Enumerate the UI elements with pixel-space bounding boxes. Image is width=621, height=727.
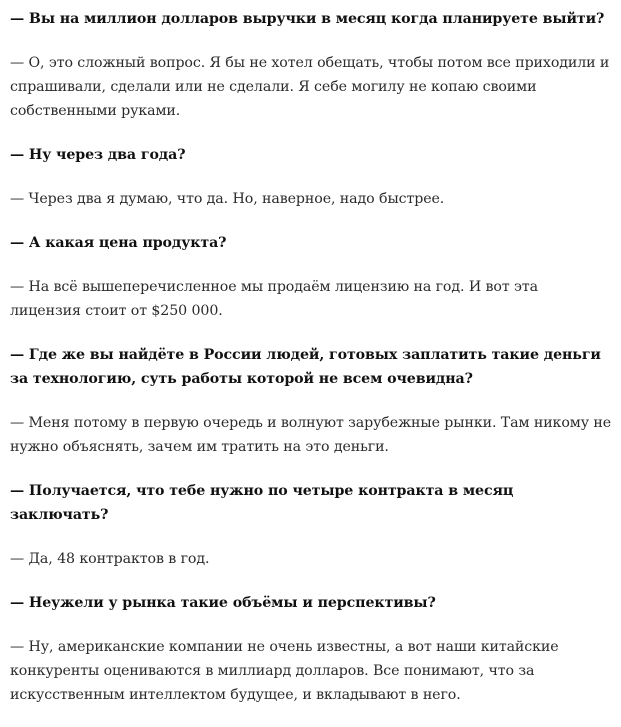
interview-answer: — На всё вышеперечисленное мы продаём лицензию на год. И вот эта лицензия стоит от $250 000. — [10, 279, 538, 319]
interview-answer: — Через два я думаю, что да. Но, наверное, надо быстрее. — [10, 191, 445, 207]
interview-answer: — Меня потому в первую очередь и волнуют зарубежные рынки. Там никому не нужно объяснять, зачем им тратить на это деньги. — [10, 415, 612, 455]
interview-answer: — О, это сложный вопрос. Я бы не хотел обещать, чтобы потом все приходили и спрашивали, сделали или не сделали. Я себе могилу не копаю своими собственными руками. — [10, 55, 610, 119]
interview-question: — Где же вы найдёте в России людей, готовых заплатить такие деньги за технологию, суть работы которой не всем очевидна? — [10, 347, 601, 387]
interview-answer: — Ну, американские компании не очень известны, а вот наши китайские конкуренты оцениваются в миллиард долларов. Все понимают, что за искусственным интеллектом будущее, и вкладывают в него. — [10, 639, 559, 703]
interview-question: — Неужели у рынка такие объёмы и перспективы? — [10, 595, 436, 611]
interview-answer: — Да, 48 контрактов в год. — [10, 551, 210, 567]
interview-question: — Ну через два года? — [10, 147, 186, 163]
interview-question: — А какая цена продукта? — [10, 235, 227, 251]
interview-question: — Получается, что тебе нужно по четыре контракта в месяц заключать? — [10, 483, 514, 523]
interview-article — [10, 7, 613, 727]
interview-question: — Вы на миллион долларов выручки в месяц когда планируете выйти? — [10, 11, 605, 27]
